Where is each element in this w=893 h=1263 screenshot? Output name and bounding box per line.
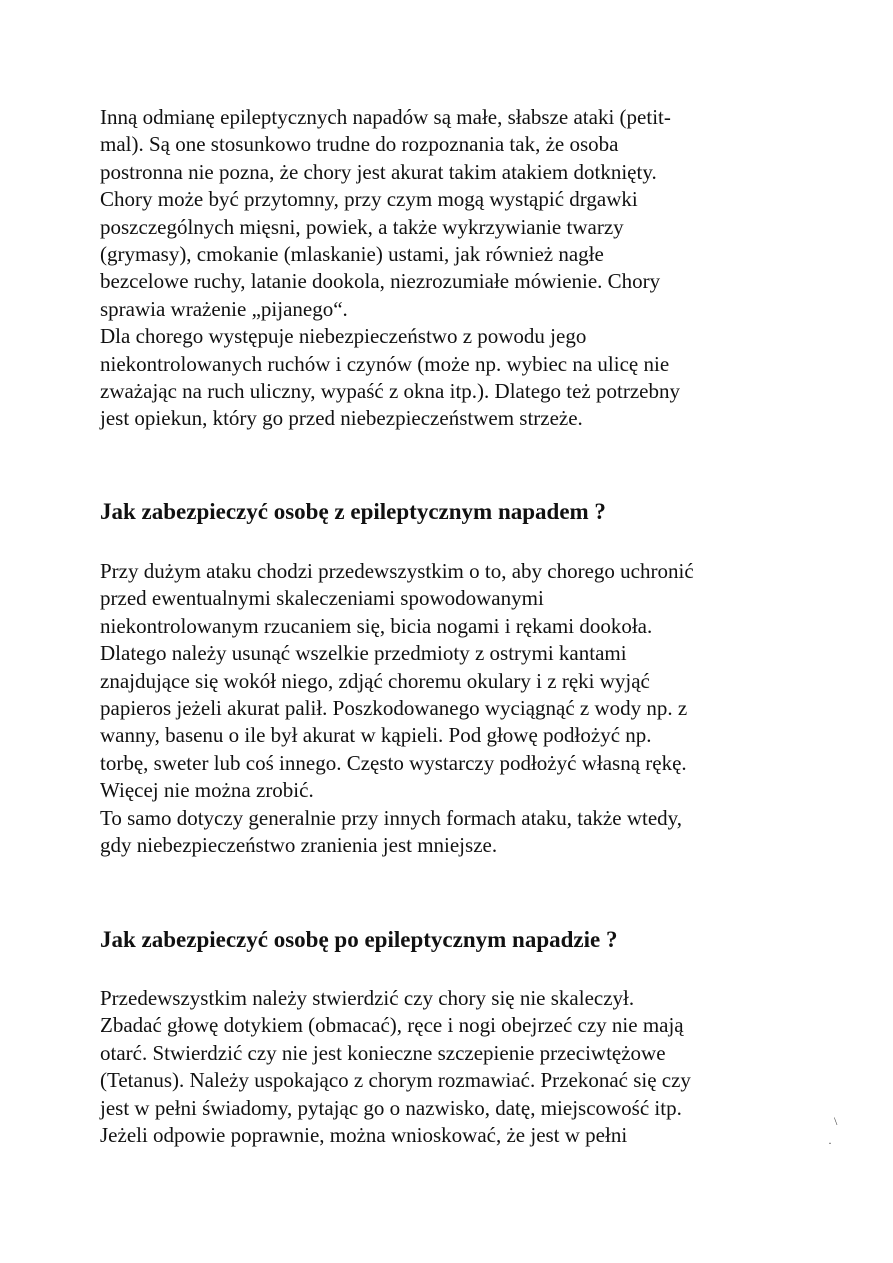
section-heading-after-seizure: Jak zabezpieczyć osobę po epileptycznym napadzie ? bbox=[100, 927, 618, 952]
text-line: torbę, sweter lub coś innego. Często wystarczy podłożyć własną rękę. bbox=[100, 750, 687, 775]
text-line: przed ewentualnymi skaleczeniami spowodowanymi bbox=[100, 586, 544, 611]
paragraph-petit-mal bbox=[100, 104, 790, 433]
text-line: znajdujące się wokół niego, zdjąć choremu okulary i z ręki wyjąć bbox=[100, 668, 650, 693]
text-line: Jeżeli odpowie poprawnie, można wnioskować, że jest w pełni bbox=[100, 1123, 628, 1148]
text-line: zważając na ruch uliczny, wypaść z okna itp.). Dlatego też potrzebny bbox=[100, 379, 680, 404]
text-line: jest opiekun, który go przed niebezpieczeństwem strzeże. bbox=[100, 406, 583, 431]
text-line: Więcej nie można zrobić. bbox=[100, 778, 314, 803]
text-line: (grymasy), cmokanie (mlaskanie) ustami, jak również nagłe bbox=[100, 242, 604, 267]
text-line: Przedewszystkim należy stwierdzić czy chory się nie skaleczył. bbox=[100, 986, 635, 1010]
text-line: Zbadać głowę dotykiem (obmacać), ręce i nogi obejrzeć czy nie mają bbox=[100, 1013, 684, 1038]
text-line: gdy niebezpieczeństwo zranienia jest mniejsze. bbox=[100, 833, 498, 858]
text-line: poszczególnych mięsni, powiek, a także wykrzywianie twarzy bbox=[100, 214, 624, 239]
text-line: papieros jeżeli akurat palił. Poszkodowanego wyciągnąć z wody np. z bbox=[100, 696, 688, 721]
text-line: jest w pełni świadomy, pytając go o nazwisko, datę, miejscowość itp. bbox=[100, 1095, 682, 1120]
paragraph-during-seizure bbox=[100, 558, 790, 859]
text-line: To samo dotyczy generalnie przy innych formach ataku, także wtedy, bbox=[100, 805, 683, 830]
scan-speck: · bbox=[828, 1136, 832, 1150]
text-line: niekontrolowanym rzucaniem się, bicia nogami i rękami dookoła. bbox=[100, 613, 653, 638]
text-line: (Tetanus). Należy uspokająco z chorym rozmawiać. Przekonać się czy bbox=[100, 1068, 691, 1093]
text-line: Inną odmianę epileptycznych napadów są małe, słabsze ataki (petit- bbox=[100, 105, 671, 129]
text-line: mal). Są one stosunkowo trudne do rozpoznania tak, że osoba bbox=[100, 132, 619, 157]
text-line: Dla chorego występuje niebezpieczeństwo z powodu jego bbox=[100, 324, 587, 349]
text-line: wanny, basenu o ile był akurat w kąpieli. Pod głowę podłożyć np. bbox=[100, 723, 652, 748]
text-line: sprawia wrażenie „pijanego“. bbox=[100, 296, 348, 321]
text-line: Przy dużym ataku chodzi przedewszystkim o to, aby chorego uchronić bbox=[100, 559, 694, 583]
text-line: Dlatego należy usunąć wszelkie przedmioty z ostrymi kantami bbox=[100, 641, 627, 666]
text-line: otarć. Stwierdzić czy nie jest konieczne szczepienie przeciwtężowe bbox=[100, 1040, 666, 1065]
text-line: Chory może być przytomny, przy czym mogą wystąpić drgawki bbox=[100, 187, 638, 212]
text-line: bezcelowe ruchy, latanie dookola, niezrozumiałe mówienie. Chory bbox=[100, 269, 661, 294]
section-heading-during-seizure: Jak zabezpieczyć osobę z epileptycznym napadem ? bbox=[100, 499, 606, 524]
scan-speck: \ bbox=[834, 1114, 838, 1128]
text-line: postronna nie pozna, że chory jest akurat takim atakiem dotknięty. bbox=[100, 159, 657, 184]
text-line: niekontrolowanych ruchów i czynów (może np. wybiec na ulicę nie bbox=[100, 351, 670, 376]
paragraph-after-seizure bbox=[100, 985, 790, 1149]
